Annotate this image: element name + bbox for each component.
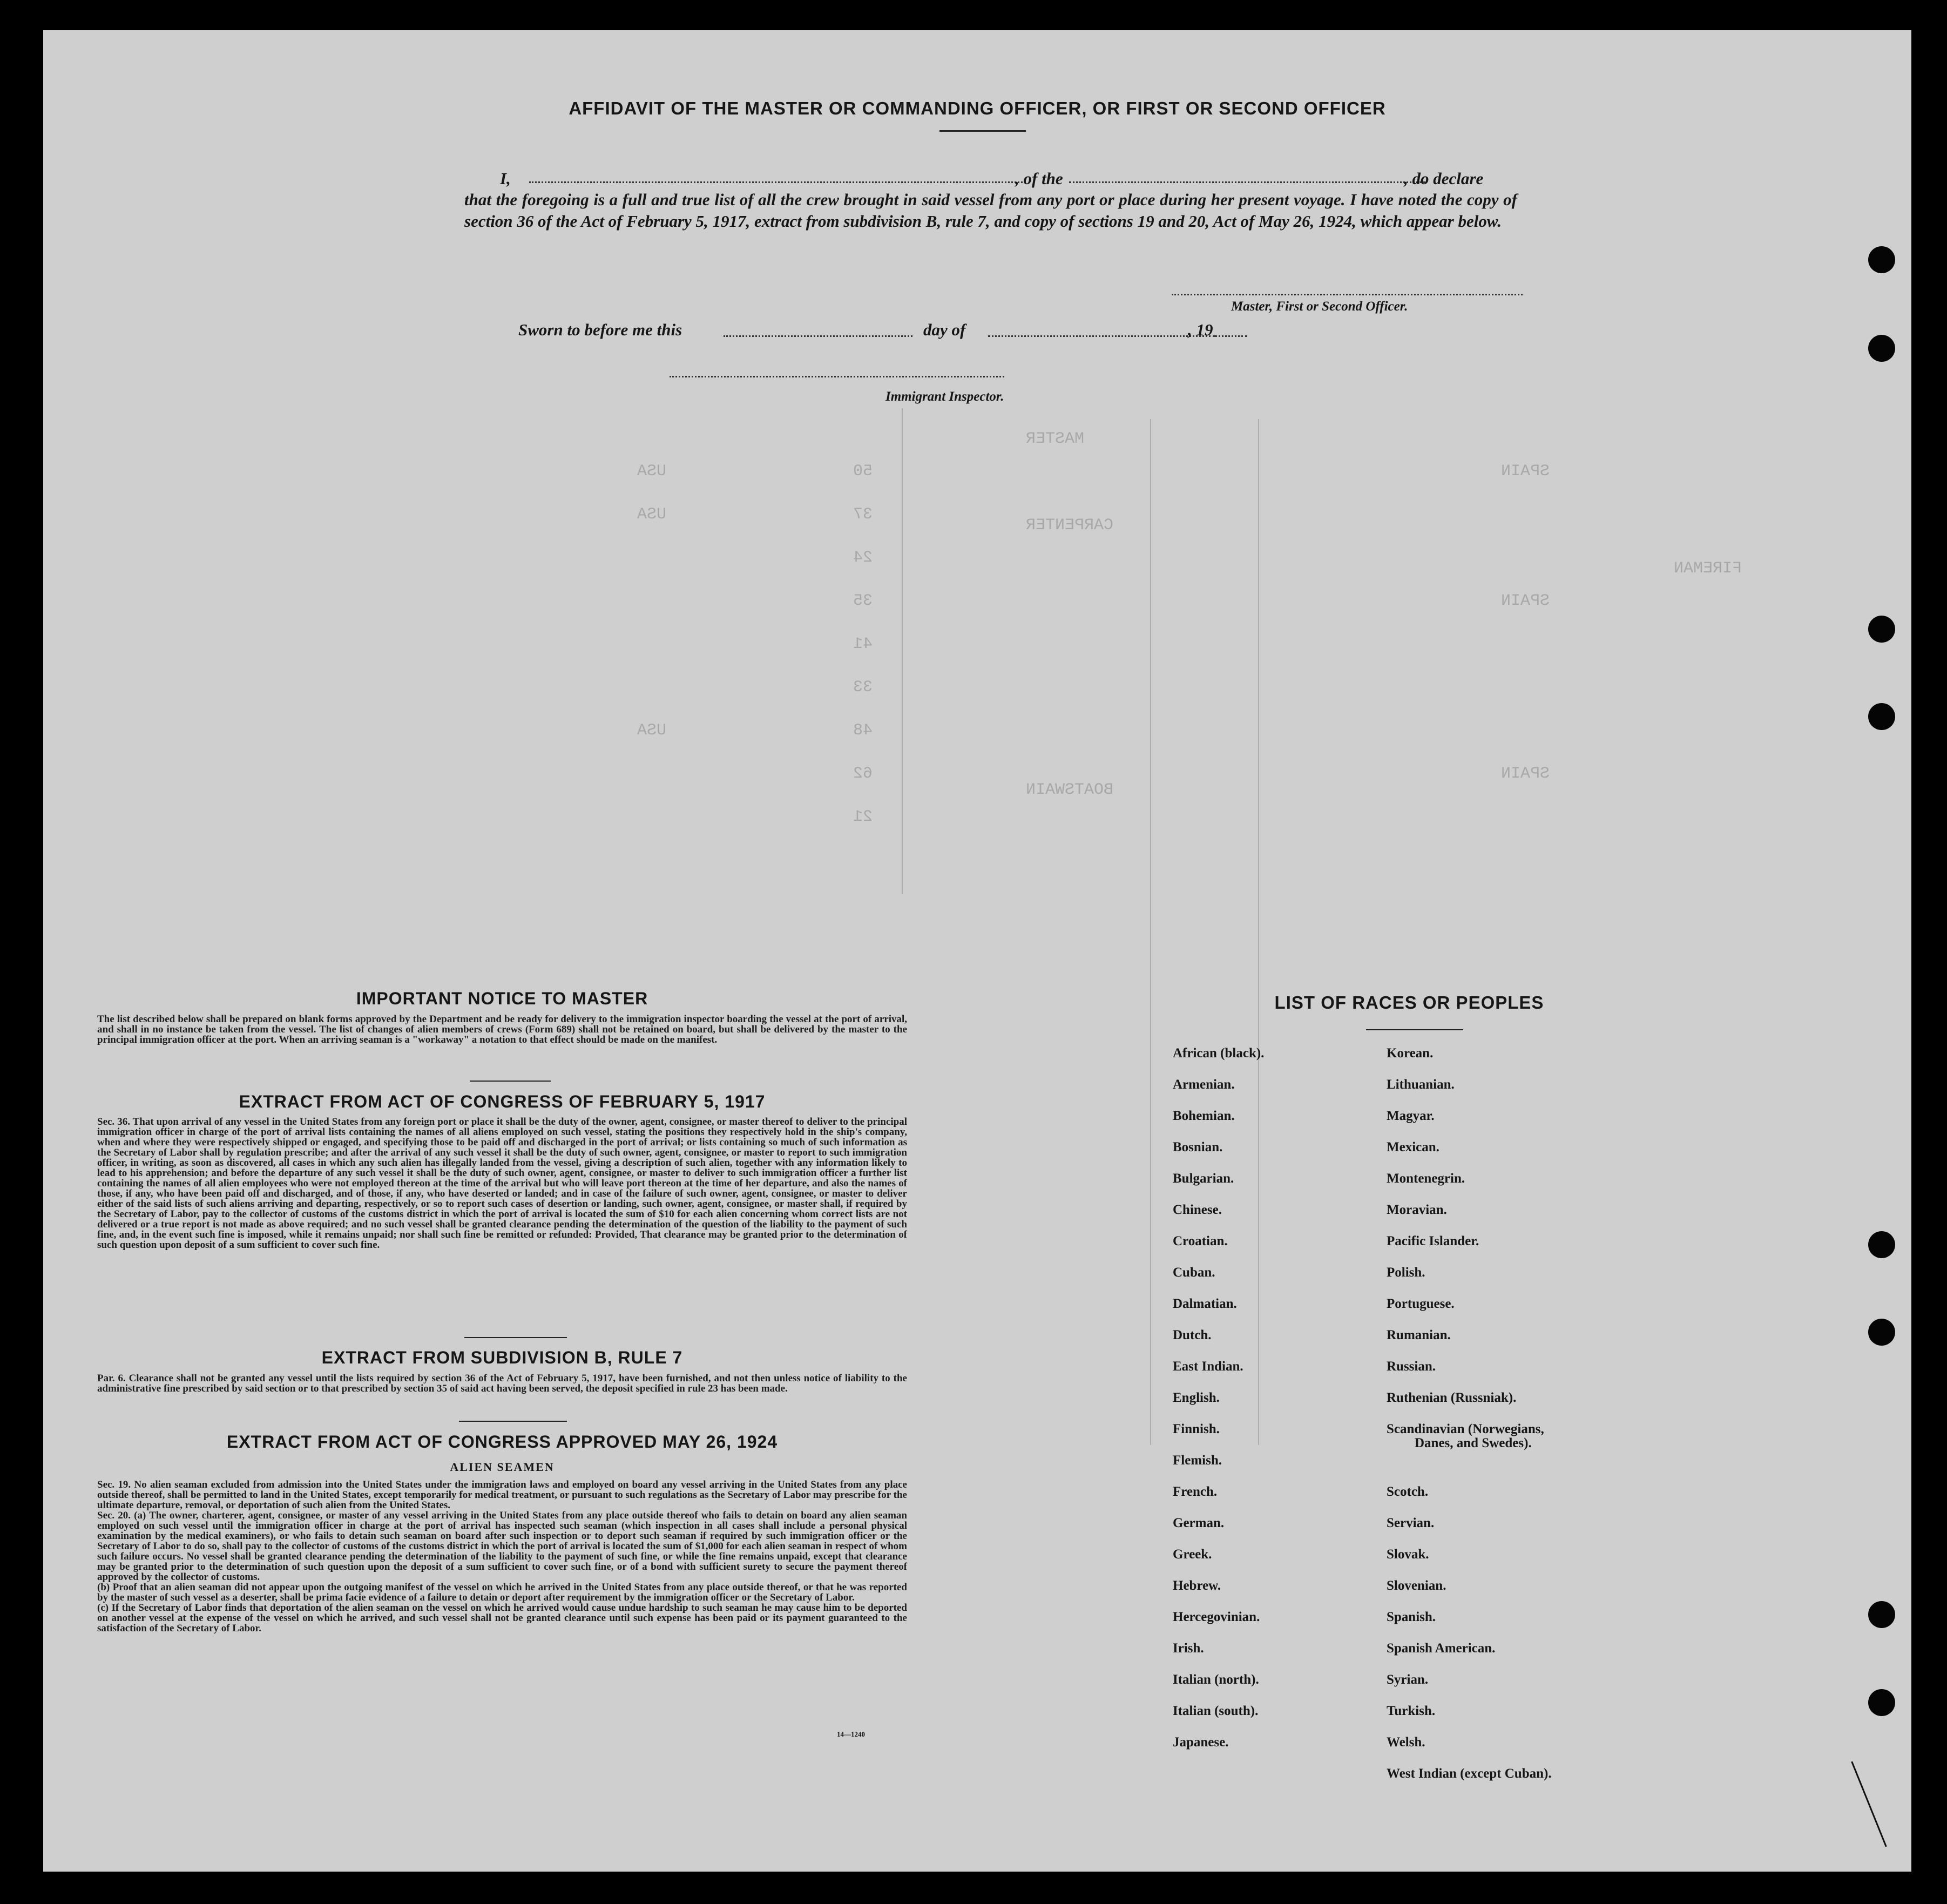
race-item: Spanish American. (1387, 1641, 1496, 1656)
extract-1924-title: EXTRACT FROM ACT OF CONGRESS APPROVED MAY 26, 1924 (226, 1432, 778, 1451)
race-item: English. (1173, 1390, 1220, 1405)
race-item: Armenian. (1173, 1077, 1235, 1092)
race-item: Montenegrin. (1387, 1171, 1465, 1186)
race-item: Bulgarian. (1173, 1171, 1234, 1186)
extract-rule7-title: EXTRACT FROM SUBDIVISION B, RULE 7 (321, 1348, 683, 1367)
notice-body: The list described below shall be prepared on blank forms approved by the Department and be ready for delivery to the immigration inspector boarding the vessel at the port of arrival, and shall in no instance be taken from the vessel. The list of changes of alien members of crews (Form 689) shall not be retained on board, but shall be delivered by the master to the principal immigration officer at the port. When an arriving seaman is a "workaway" a notation to that effect should be made on the manifest. (97, 1014, 907, 1045)
race-item: Italian (north). (1173, 1672, 1259, 1687)
punch-hole (1868, 703, 1895, 730)
race-item: Dutch. (1173, 1328, 1212, 1342)
sec-20-c: (c) If the Secretary of Labor finds that deportation of the alien seaman on the vessel on which he arrived would cause undue hardship to such seaman he may cause him to be deported on another vessel at the expense of the vessel on which he arrived, and such vessel shall not be granted clearance until such expense has been paid or its payment guaranteed to the satisfaction of the Secretary of Labor. (97, 1602, 907, 1634)
form-number: 14—1240 (837, 1730, 865, 1738)
race-item: Croatian. (1173, 1234, 1228, 1248)
race-item: Scotch. (1387, 1484, 1429, 1499)
day-of-label: day of (923, 320, 966, 339)
race-item: Slovak. (1387, 1547, 1429, 1562)
divider (459, 1421, 567, 1422)
race-item: Turkish. (1387, 1704, 1436, 1718)
race-item: Rumanian. (1387, 1328, 1451, 1342)
race-item: Polish. (1387, 1265, 1425, 1280)
punch-hole (1868, 1689, 1895, 1716)
race-item: Servian. (1387, 1516, 1435, 1530)
inspector-signature-field[interactable] (670, 376, 1004, 377)
race-item: Greek. (1173, 1547, 1212, 1562)
race-item: West Indian (except Cuban). (1387, 1766, 1552, 1781)
affidavit-i-label: I, (500, 169, 511, 188)
race-item: Cuban. (1173, 1265, 1215, 1280)
sec-20-b: (b) Proof that an alien seaman did not appear upon the outgoing manifest of the vessel on which he arrived in the United States from any place outside thereof, or that he was reported by the master of such vessel as a deserter, shall be prima facie evidence of a failure to detain or deport after requirement by the immigration officer or the Secretary of Labor. (97, 1582, 907, 1603)
affidavit-body: that the foregoing is a full and true list of all the crew brought in said vessel from any port or place during her present voyage. I have noted the copy of section 36 of the Act of February 5, 1917, extract from subdivision B, rule 7, and copy of sections 19 and 20, Act of May 26, 1924, which appear below. (464, 190, 1517, 231)
race-item: Bosnian. (1173, 1140, 1223, 1154)
sec-19: Sec. 19. No alien seaman excluded from admission into the United States under the immigration laws and employed on board any vessel arriving in the United States from any place outside thereof, shall be permitted to land in the United States, except temporarily for medical treatment, or pursuant to such regulations as the Secretary of Labor may prescribe for the ultimate departure, removal, or deportation of such alien from the United States. (97, 1479, 907, 1511)
officer-name-field[interactable] (529, 181, 1026, 183)
inspector-label: Immigrant Inspector. (885, 389, 1004, 404)
race-item: Welsh. (1387, 1735, 1425, 1750)
race-item: Spanish. (1387, 1610, 1436, 1624)
divider (464, 1337, 567, 1338)
race-item: Magyar. (1387, 1109, 1435, 1123)
title-underline (939, 130, 1026, 132)
affidavit-title: AFFIDAVIT OF THE MASTER OR COMMANDING OFFICER, OR FIRST OR SECOND OFFICER (569, 98, 1386, 118)
race-item: African (black). (1173, 1046, 1265, 1061)
extract-rule7-body: Par. 6. Clearance shall not be granted any vessel until the lists required by section 36 of the Act of February 5, 1917, have been furnished, and not then unless notice of liability to the administrative fine prescribed by said section or to that prescribed by section 35 of said act having been served, the deposit specified in rule 23 has been made. (97, 1373, 907, 1394)
race-item: Hercegovinian. (1173, 1610, 1260, 1624)
affidavit-do-declare-label: , do declare (1404, 169, 1484, 188)
extract-1917-body: Sec. 36. That upon arrival of any vessel in the United States from any foreign port or place it shall be the duty of the owner, agent, consignee, or master thereof to deliver to the principal immigration officer in charge of the port of arrival lists containing the names of all aliens employed on such vessel, stating the positions they respectively hold in the ship's company, when and where they were respectively shipped or engaged, and specifying those to be paid off and discharged in the port of arrival; or lists containing so much of such information as the Secretary of Labor shall by regulation prescribe; and after the arrival of any such vessel it shall be the duty of such owner, agent, consignee, or master to report to such immigration officer, in writing, as soon as discovered, all cases in which any such alien has illegally landed from the vessel, giving a description of such alien, together with any information likely to lead to his apprehension; and before the departure of any such vessel it shall be the duty of such owner, agent, consignee, or master to deliver to such immigration officer a further list containing the names of all alien employees who were not employed thereon at the time of the arrival but who will leave port thereon at the time of her departure, and also the names of those, if any, who have been paid off and discharged, and of those, if any, who have deserted or landed; and in case of the failure of such owner, agent, consignee, or master to deliver either of the said lists of such aliens arriving and departing, respectively, or so to report such cases of desertion or landing, such owner, agent, consignee, or master shall, if required by the Secretary of Labor, pay to the collector of customs of the customs district in which the port of arrival is located the sum of $10 for each alien concerning whom correct lists are not delivered or a true report is not made as above required; and no such vessel shall be granted clearance pending the determination of the question of the liability to the payment of such fine, and, in the event such fine is imposed, while it remains unpaid; nor shall such fine be remitted or refunded: Provided, That clearance may be granted prior to the determination of such question upon deposit of a sum sufficient to cover such fine. (97, 1116, 907, 1251)
document-sheet: MASTER CARPENTER BOATSWAIN FIREMAN 50 37 24 35 41 33 48 62 21 USA USA USA SPAIN SPAIN SPAIN AFFIDAVIT OF THE MASTER OR COMMANDING OFFICER, OR FIRST OR SECOND OFFICER I, , of the , do declare that the foregoing is a full and true list of all the crew brought in said vessel from any port or place during her present voyage. I have noted the copy of section 36 of the Act of February 5, 1917, extract from subdivision B, rule 7, and copy of sections 19 and 20, Act of May 26, 1924, which appear below. Master, First or Second Officer. Sworn to before me this day of , 19 Immigrant Inspector. IMPORTANT NOTICE TO MASTER The list described below shall be prepared on blank forms approved by the Department and be ready for delivery to the immigration inspector boarding the vessel at the port of arrival, and shall in no instance be taken from the vessel. The list of changes of alien members of crews (Form 689) shall not be retained on board, but shall be delivered by the master to the principal immigration officer at the port. When an arriving seaman is a "workaway" a notation to that effect should be made on the manifest. EXTRACT FROM ACT OF CONGRESS OF FEBRUARY 5, 1917 Sec. 36. That upon arrival of any vessel in the United States from any foreign port or place it shall be the duty of the owner, agent, consignee, or master thereof to deliver to the principal immigration officer in charge of the port of arrival lists containing the names of all aliens employed on such vessel, stating the positions they respectively hold in the ship's company, when and where they were respectively shipped or engaged, and specifying those to be paid off and discharged in the port of arrival; or lists containing so much of such information as the Secretary of Labor shall by regulation prescribe; and after the arrival of any such vessel it shall be the duty of such owner, agent, consignee, or master to report to such immigration officer, in writing, as soon as discovered, all cases in which any such alien has illegally landed from the vessel, giving a description of such alien, together with any information likely to lead to his apprehension; and before the departure of any such vessel it shall be the duty of such owner, agent, consignee, or master to deliver to such immigration officer a further list containing the names of all alien employees who were not employed thereon at the time of the arrival but who will leave port thereon at the time of her departure, and also the names of those, if any, who have been paid off and discharged, and of those, if any, who have deserted or landed; and in case of the failure of such owner, agent, consignee, or master to deliver either of the said lists of such aliens arriving and departing, respectively, or so to report such cases of desertion or landing, such owner, agent, consignee, or master shall, if required by the Secretary of Labor, pay to the collector of customs of the customs district in which the port of arrival is located the sum of $10 for each alien concerning whom correct lists are not delivered or a true report is not made as above required; and no such vessel shall be granted clearance pending the determination of the question of the liability to the payment of such fine, and, in the event such fine is imposed, while it remains unpaid; nor shall such fine be remitted or refunded: Provided, That clearance may be granted prior to the determination of such question upon deposit of a sum sufficient to cover such fine. EXTRACT FROM SUBDIVISION B, RULE 7 Par. 6. Clearance shall not be granted any vessel until the lists required by section 36 of the Act of February 5, 1917, have been furnished, and not then unless notice of liability to the administrative fine prescribed by said section or to that prescribed by section 35 of said act having been served, the deposit specified in rule 23 has been made. EXTRACT FROM ACT OF CONGRESS APPROVED MAY 26, 1924 ALIEN SEAMEN Sec. 19. No alien seaman excluded from admission into the United States under the immigration laws and employed on board any vessel arriving in the United States from any place outside thereof, shall be permitted to land in the United States, except temporarily for medical treatment, or pursuant to such regulations as the Secretary of Labor may prescribe for the ultimate departure, removal, or deportation of such alien from the United States. Sec. 20. (a) The owner, charterer, agent, consignee, or master of any vessel arriving in the United States from any place outside thereof who fails to detain on board any alien seaman employed on such vessel until the immigration officer in charge at the port of arrival has inspected such seaman (which inspection in all cases shall include a personal physical examination by the medical examiners), or who fails to detain such seaman on board after such inspection or to deport such seaman if required by such immigration officer or the Secretary of Labor to do so, shall pay to the collector of customs of the customs district in which the port of arrival is located the sum of $1,000 for each alien seaman in respect of whom such failure occurs. No vessel shall be granted clearance pending the determination of the liability to the payment of such fine, or while the fine remains unpaid, except that clearance may be granted prior to the determination of such question upon the deposit of a sum sufficient to cover such fine, or of a bond with sufficient surety to secure the payment thereof approved by the collector of customs. (b) Proof that an alien seaman did not appear upon the outgoing manifest of the vessel on which he arrived in the United States from any place outside thereof, or that he was reported by the master of such vessel as a deserter, shall be prima facie evidence of a failure to detain or deport after requirement by the immigration officer or the Secretary of Labor. (c) If the Secretary of Labor finds that deportation of the alien seaman on the vessel on which he arrived would cause undue hardship to such seaman he may cause him to be deported on another vessel at the expense of the vessel on which he arrived, and such vessel shall not be granted clearance until such expense has been paid or its payment guaranteed to the satisfaction of the Secretary of Labor. 14—1240 LIST OF RACES OR PEOPLES African (black). Armenian. Bohemian. Bosnian. Bulgarian. Chinese. Croatian. Cuban. Dalmatian. Dutch. East Indian. English. Finnish. Flemish. French. German. Greek. Hebrew. Hercegovinian. Irish. Italian (north). Italian (south). Japanese. Korean. Lithuanian. Magyar. Mexican. Montenegrin. Moravian. Pacific Islander. Polish. Portuguese. Rumanian. Russian. Ruthenian (Russniak). Scandinavian (Norwegians, Danes, and Swedes). Scotch. Servian. Slovak. Slovenian. Spanish. Spanish American. Syrian. Turkish. Welsh. West Indian (except Cuban). (43, 30, 1911, 1872)
races-title: LIST OF RACES OR PEOPLES (1274, 992, 1544, 1012)
master-signature-field[interactable] (1172, 294, 1523, 295)
punch-hole (1868, 616, 1895, 643)
race-item: Flemish. (1173, 1453, 1222, 1468)
punch-hole (1868, 335, 1895, 362)
divider (470, 1081, 551, 1082)
race-item: Finnish. (1173, 1422, 1220, 1436)
punch-hole (1868, 246, 1895, 273)
punch-hole (1868, 1319, 1895, 1346)
race-item: Moravian. (1387, 1203, 1447, 1217)
race-item: Ruthenian (Russniak). (1387, 1390, 1517, 1405)
race-item: Lithuanian. (1387, 1077, 1455, 1092)
race-item: Pacific Islander. (1387, 1234, 1479, 1248)
race-item: Japanese. (1173, 1735, 1229, 1750)
race-item: French. (1173, 1484, 1218, 1499)
race-item: Korean. (1387, 1046, 1434, 1061)
extract-1924-body (97, 1480, 907, 1633)
pen-mark (1851, 1761, 1887, 1847)
race-item: Bohemian. (1173, 1109, 1235, 1123)
sec-20-a: Sec. 20. (a) The owner, charterer, agent, consignee, or master of any vessel arriving in the United States from any place outside thereof who fails to detain on board any alien seaman employed on such vessel until the immigration officer in charge at the port of arrival has inspected such seaman (which inspection in all cases shall include a personal physical examination by the medical examiners), or who fails to detain such seaman on board after such inspection or to deport such seaman if required by such immigration officer or the Secretary of Labor to do so, shall pay to the collector of customs of the customs district in which the port of arrival is located the sum of $1,000 for each alien seaman in respect of whom such failure occurs. No vessel shall be granted clearance pending the determination of the liability to the payment of such fine, or while the fine remains unpaid, except that clearance may be granted prior to the determination of such question upon the deposit of a sum sufficient to cover such fine, or of a bond with sufficient surety to secure the payment thereof approved by the collector of customs. (97, 1510, 907, 1583)
year-label: , 19 (1188, 320, 1213, 339)
punch-hole (1868, 1231, 1895, 1258)
sworn-month-field[interactable] (988, 335, 1215, 337)
sworn-year-field[interactable] (1215, 335, 1247, 337)
divider (1366, 1029, 1463, 1030)
race-item: Syrian. (1387, 1672, 1429, 1687)
race-item-continued: Danes, and Swedes). (1415, 1436, 1532, 1450)
sworn-label: Sworn to before me this (518, 320, 682, 339)
affidavit-of-the-label: , of the (1015, 169, 1063, 188)
master-signature-label: Master, First or Second Officer. (1231, 299, 1408, 314)
sworn-day-field[interactable] (724, 335, 912, 337)
alien-seamen-subtitle: ALIEN SEAMEN (450, 1460, 555, 1474)
race-item: Russian. (1387, 1359, 1436, 1374)
race-item: German. (1173, 1516, 1225, 1530)
race-item: Chinese. (1173, 1203, 1222, 1217)
notice-title: IMPORTANT NOTICE TO MASTER (356, 989, 648, 1008)
race-item: Dalmatian. (1173, 1297, 1237, 1311)
race-item: Hebrew. (1173, 1578, 1221, 1593)
race-item: East Indian. (1173, 1359, 1243, 1374)
race-item: Mexican. (1387, 1140, 1439, 1154)
vessel-name-field[interactable] (1069, 181, 1425, 183)
race-item: Scandinavian (Norwegians, (1387, 1422, 1544, 1436)
race-item: Irish. (1173, 1641, 1204, 1656)
race-item: Portuguese. (1387, 1297, 1455, 1311)
punch-hole (1868, 1601, 1895, 1628)
race-item: Italian (south). (1173, 1704, 1259, 1718)
race-item: Slovenian. (1387, 1578, 1446, 1593)
extract-1917-title: EXTRACT FROM ACT OF CONGRESS OF FEBRUARY 5, 1917 (239, 1092, 766, 1111)
